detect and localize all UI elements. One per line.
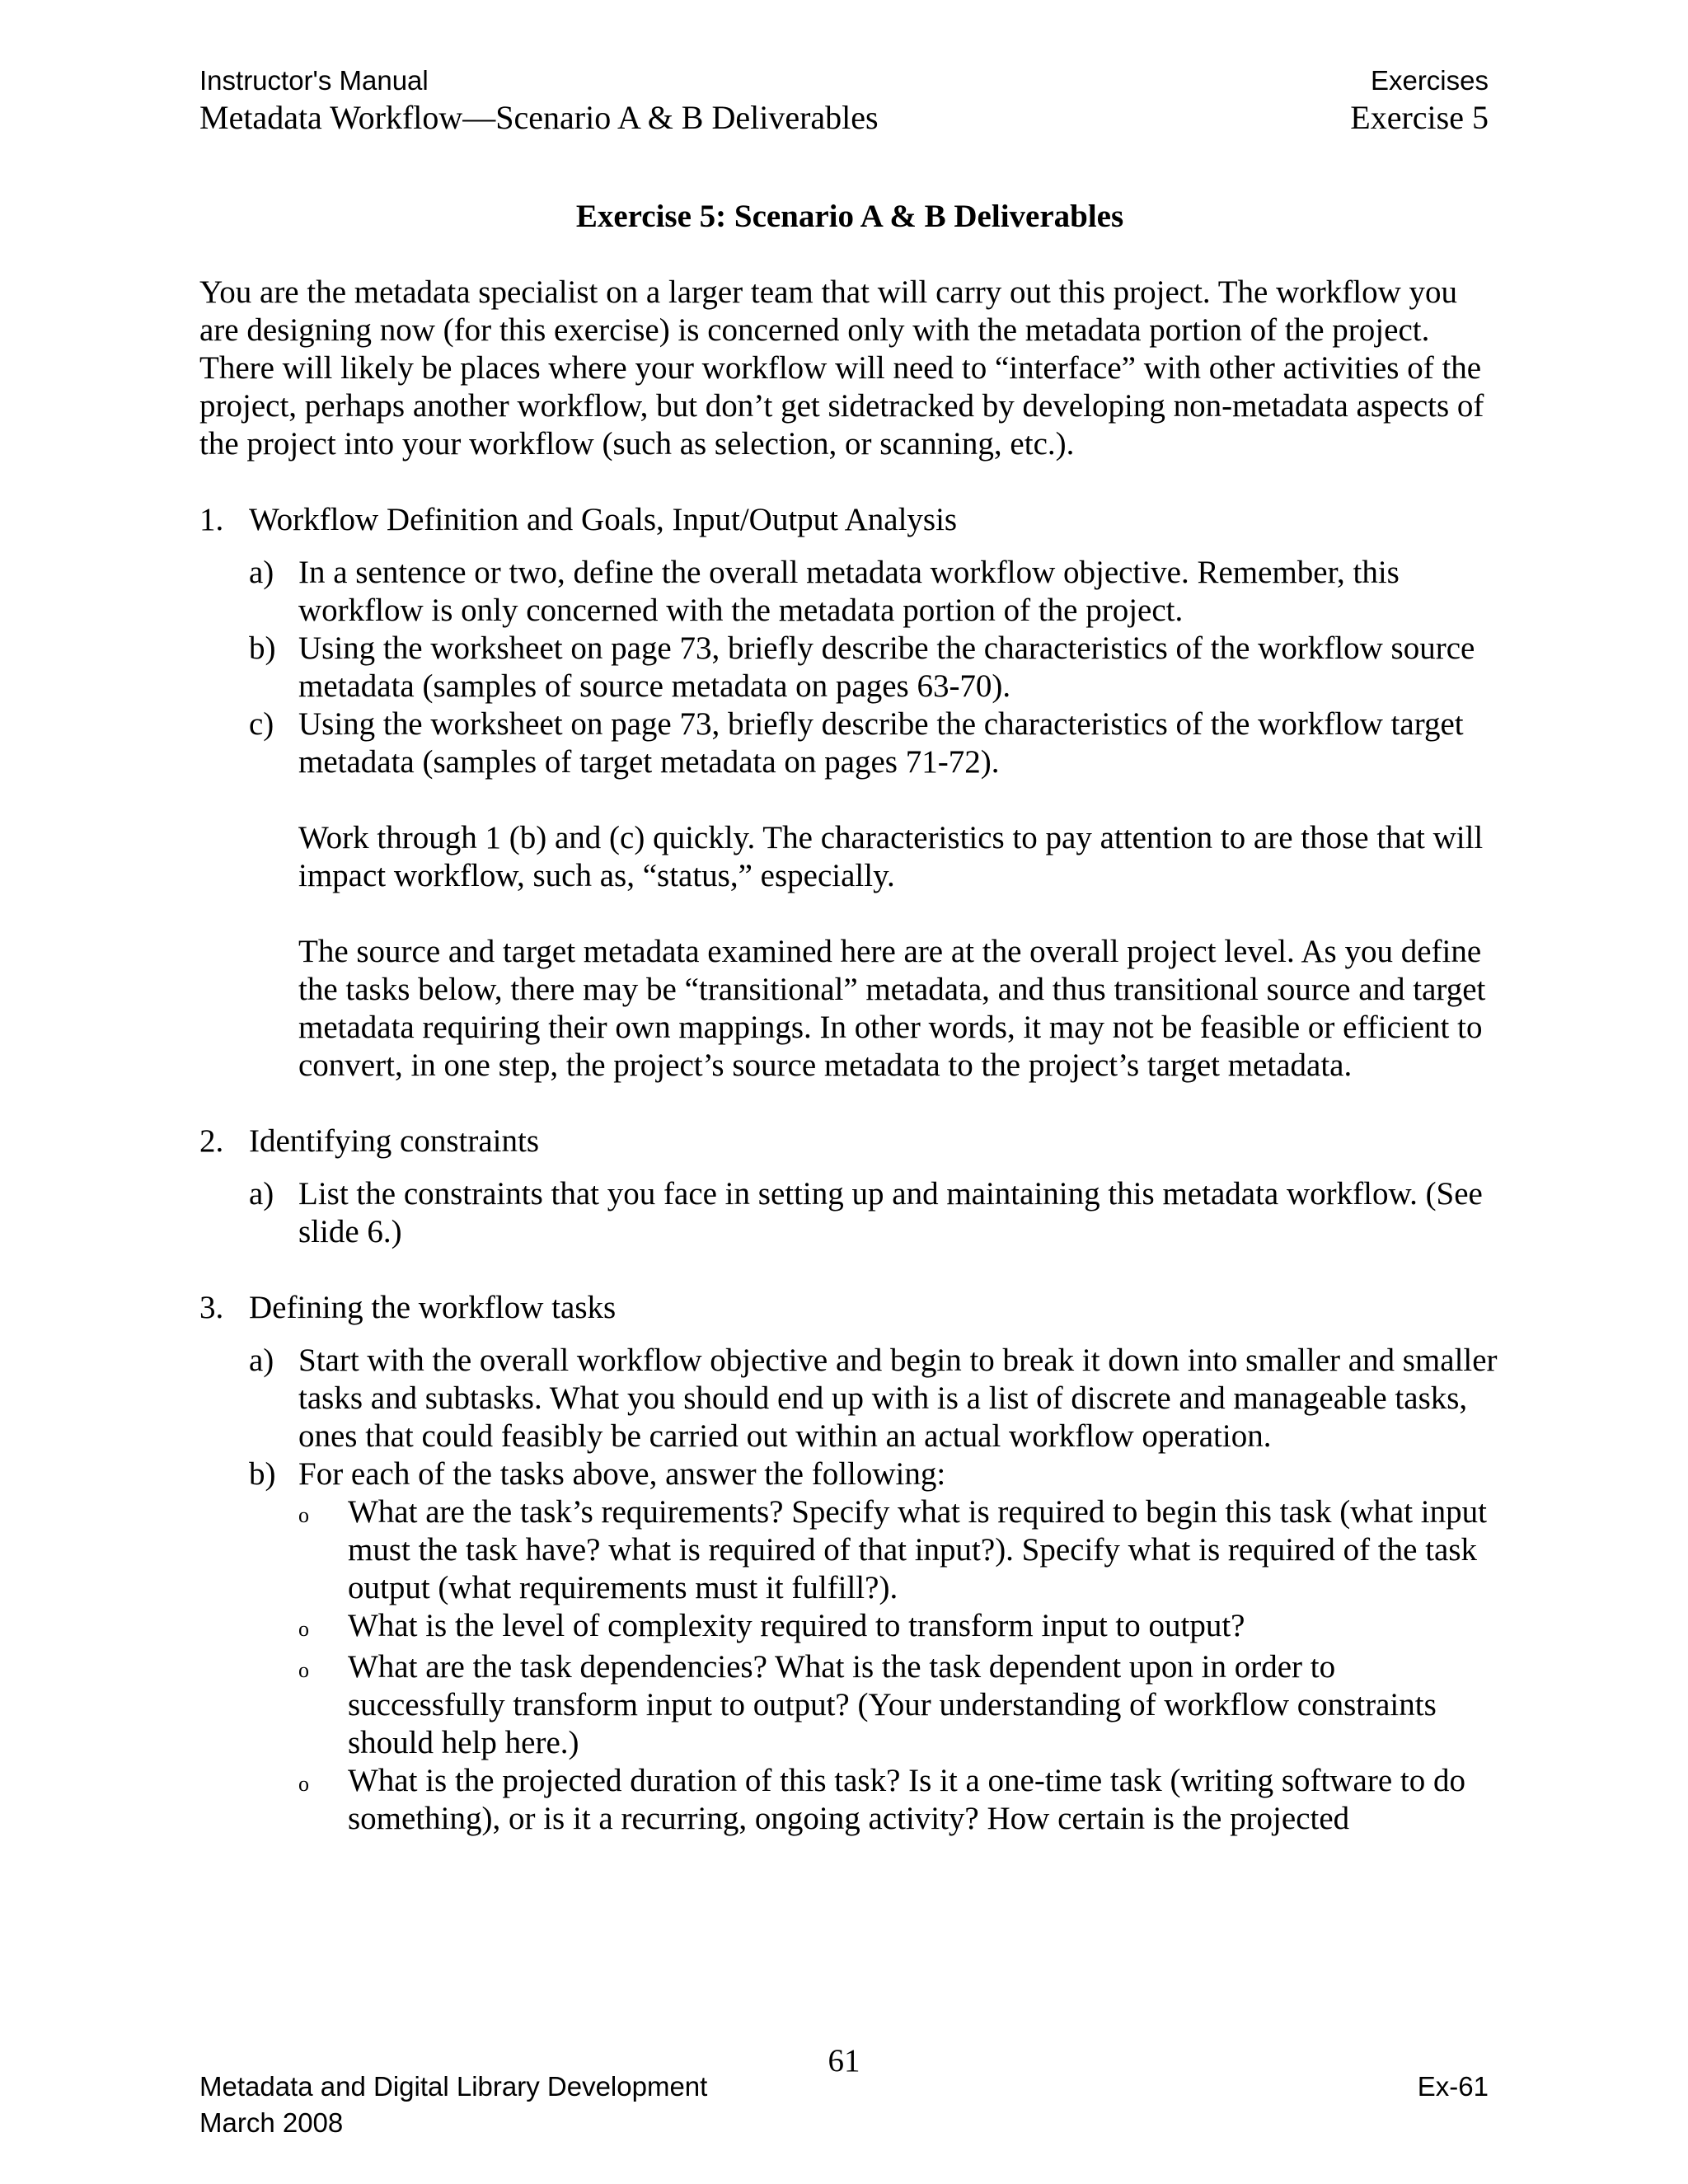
item-letter: a) [249, 1176, 274, 1212]
header-exercises-label: Exercises [1370, 65, 1489, 96]
list-item [249, 1175, 1500, 1251]
list-item [249, 554, 1500, 630]
item-text: List the constraints that you face in setting up and maintaining this metadata workflow. (See slide 6.) [298, 1176, 1483, 1249]
bullet-circle-icon: o [298, 1617, 309, 1641]
section-3 [199, 1289, 1500, 1838]
bullet-text: What are the task dependencies? What is the task dependent upon in order to successfully transform input to output? (Your understanding of workflow constraints should help here.) [348, 1649, 1437, 1760]
item-letter: a) [249, 1343, 274, 1378]
section-heading-text: Defining the workflow tasks [249, 1290, 617, 1325]
list-item [249, 630, 1500, 705]
bullet-text: What is the projected duration of this task? Is it a one-time task (writing software to do something), or is it a recurring, ongoing activity? How certain is the projected [348, 1763, 1465, 1836]
item-text: Using the worksheet on page 73, briefly describe the characteristics of the workflow source metadata (samples of source metadata on pages 63-70). [298, 630, 1475, 704]
page-footer [199, 2069, 1489, 2141]
header-row-sub [199, 99, 1489, 137]
sub-item-list [249, 1175, 1500, 1251]
footer-date: March 2008 [199, 2107, 344, 2138]
section-heading [199, 1289, 1500, 1327]
section-number: 1. [199, 502, 224, 537]
bullet-list [298, 1493, 1500, 1838]
section-number: 2. [199, 1123, 224, 1159]
sub-item-list [249, 1342, 1500, 1838]
bullet-item [298, 1607, 1500, 1648]
bullet-circle-icon: o [298, 1658, 309, 1682]
page-number: 61 [828, 2043, 860, 2079]
item-text: Start with the overall workflow objective and begin to break it down into smaller and smaller tasks and subtasks. What you should end up with is a list of discrete and manageable tasks, ones that could feasibly be carried out within an actual workflow operation. [298, 1343, 1498, 1454]
page-header [199, 63, 1489, 137]
section-number: 3. [199, 1290, 224, 1325]
page-content [199, 198, 1500, 1838]
header-manual-label: Instructor's Manual [199, 65, 429, 96]
page-title: Exercise 5: Scenario A & B Deliverables [575, 199, 1124, 234]
list-item [249, 1342, 1500, 1455]
bullet-item [298, 1762, 1500, 1838]
section-1 [199, 501, 1500, 1085]
item-letter: c) [249, 706, 274, 742]
item-text: For each of the tasks above, answer the following: [298, 1456, 946, 1492]
bullet-circle-icon: o [298, 1503, 309, 1527]
header-exercise-number: Exercise 5 [1350, 99, 1489, 136]
bullet-text: What is the level of complexity required to transform input to output? [348, 1608, 1245, 1643]
footer-page-code: Ex-61 [1417, 2071, 1489, 2102]
intro-paragraph: You are the metadata specialist on a larger team that will carry out this project. The workflow you are designing now (for this exercise) is concerned only with the metadata portion of the project. There will likely be places where your workflow will need to “interface” with other activities of the project, perhaps another workflow, but don’t get sidetracked by developing non-metadata aspects of the project into your workflow (such as selection, or scanning, etc.). [199, 274, 1484, 462]
note-paragraph: The source and target metadata examined here are at the overall project level. As you define the tasks below, there may be “transitional” metadata, and thus transitional source and target metadata requiring their own mappings. In other words, it may not be feasible or efficient to convert, in one step, the project’s source metadata to the project’s target metadata. [298, 934, 1486, 1083]
header-row-top [199, 63, 1489, 99]
section-heading [199, 501, 1500, 539]
bullet-text: What are the task’s requirements? Specify what is required to begin this task (what input must the task have? what is required of that input?). Specify what is required of the task output (what requirements must it fulfill?). [348, 1494, 1487, 1605]
item-letter: b) [249, 630, 276, 666]
sub-item-list [249, 554, 1500, 1085]
list-item [249, 1455, 1500, 1493]
footer-row [199, 2069, 1489, 2105]
bullet-item [298, 1493, 1500, 1607]
note-paragraph: Work through 1 (b) and (c) quickly. The characteristics to pay attention to are those that will impact workflow, such as, “status,” especially. [298, 820, 1484, 893]
bullet-item [298, 1648, 1500, 1762]
header-section-title: Metadata Workflow—Scenario A & B Deliverables [199, 99, 879, 136]
section-heading-text: Workflow Definition and Goals, Input/Output Analysis [249, 502, 958, 537]
item-letter: b) [249, 1456, 276, 1492]
section-heading-text: Identifying constraints [249, 1123, 540, 1159]
bullet-circle-icon: o [298, 1772, 309, 1796]
item-letter: a) [249, 555, 274, 590]
item-text: In a sentence or two, define the overall metadata workflow objective. Remember, this workflow is only concerned with the metadata portion of the project. [298, 555, 1400, 628]
section-heading [199, 1122, 1500, 1160]
section-2 [199, 1122, 1500, 1251]
item-text: Using the worksheet on page 73, briefly describe the characteristics of the workflow target metadata (samples of target metadata on pages 71-72). [298, 706, 1464, 780]
list-item [249, 705, 1500, 781]
footer-course-title: Metadata and Digital Library Development [199, 2071, 708, 2102]
